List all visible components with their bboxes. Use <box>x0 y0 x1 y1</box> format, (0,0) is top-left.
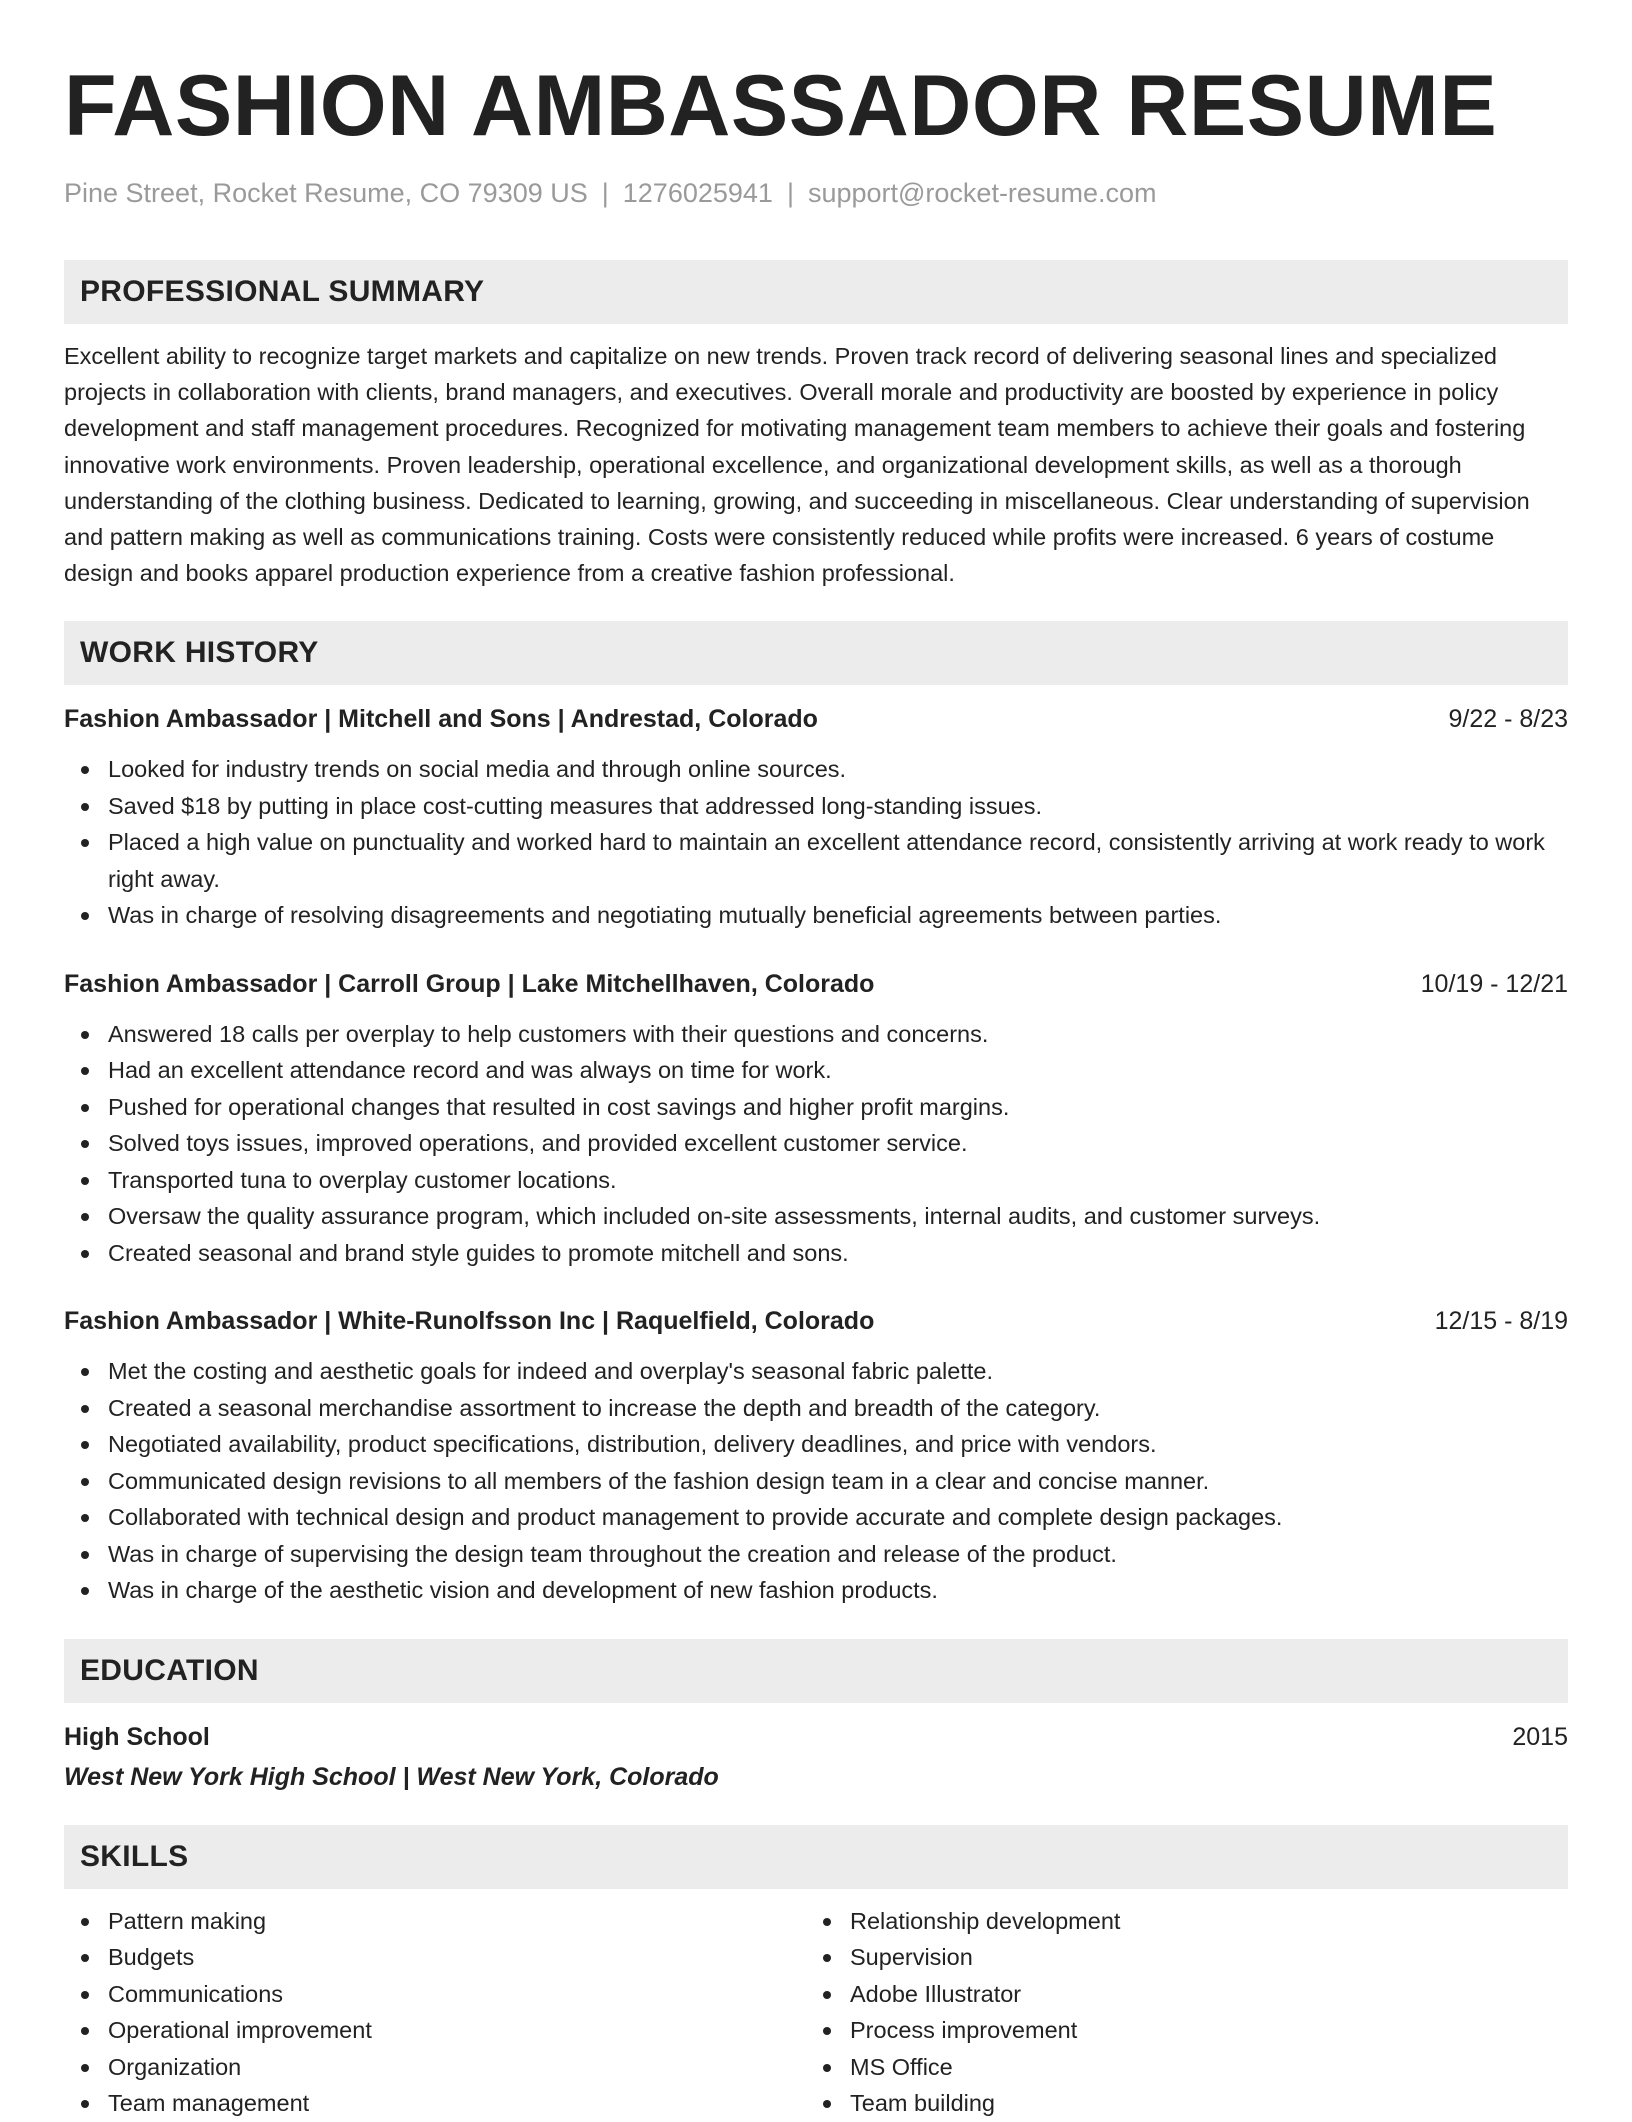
skill-item: MS Office <box>806 2049 1548 2086</box>
skill-item: Supervision <box>806 1939 1548 1976</box>
job-dates: 10/19 - 12/21 <box>1420 969 1568 998</box>
skill-item: Relationship development <box>806 1903 1548 1940</box>
summary-heading: PROFESSIONAL SUMMARY <box>64 260 1568 324</box>
job-bullet: Looked for industry trends on social media and through online sources. <box>64 751 1568 788</box>
contact-email: support@rocket-resume.com <box>807 178 1157 208</box>
job-bullet: Created seasonal and brand style guides to promote mitchell and sons. <box>64 1235 1568 1272</box>
contact-phone: 1276025941 <box>622 178 773 208</box>
job-title: Fashion Ambassador | Carroll Group | Lake Mitchellhaven, Colorado <box>64 969 875 998</box>
job-bullet: Was in charge of the aesthetic vision and development of new fashion products. <box>64 1572 1568 1609</box>
job-bullet: Saved $18 by putting in place cost-cutting measures that addressed long-standing issues. <box>64 788 1568 825</box>
job-entry <box>64 701 1568 934</box>
resume-title: FASHION AMBASSADOR RESUME <box>64 58 1498 154</box>
skill-item: Process improvement <box>806 2012 1548 2049</box>
education-header <box>64 1719 1568 1755</box>
skill-item: Team management <box>64 2085 806 2122</box>
education-year: 2015 <box>1512 1722 1568 1751</box>
skill-item: Communications <box>64 1976 806 2013</box>
contact-separator: | <box>601 178 609 208</box>
job-dates: 12/15 - 8/19 <box>1434 1307 1568 1336</box>
job-bullets <box>64 1353 1568 1609</box>
education-entry <box>64 1719 1568 1795</box>
job-bullet: Created a seasonal merchandise assortment to increase the depth and breadth of the category. <box>64 1390 1568 1427</box>
skill-item: Organization <box>64 2049 806 2086</box>
skill-item: Adobe Illustrator <box>806 1976 1548 2013</box>
contact-address: Pine Street, Rocket Resume, CO 79309 US <box>64 178 588 208</box>
job-title: Fashion Ambassador | White-Runolfsson Inc | Raquelfield, Colorado <box>64 1307 875 1336</box>
job-bullet: Placed a high value on punctuality and worked hard to maintain an excellent attendance record, consistently arriving at work ready to work right away. <box>64 824 1568 897</box>
skill-item: Operational improvement <box>64 2012 806 2049</box>
job-bullet: Pushed for operational changes that resulted in cost savings and higher profit margins. <box>64 1089 1568 1126</box>
job-header <box>64 701 1568 737</box>
summary-text: Excellent ability to recognize target markets and capitalize on new trends. Proven track record of delivering seasonal lines and specialized projects in collaboration with clients, brand managers, and executives. Overall morale and productivity are boosted by experience in policy development and staff management procedures. Recognized for motivating management team members to achieve their goals and fostering innovative work environments. Proven leadership, operational excellence, and organizational development skills, as well as a thorough understanding of the clothing business. Dedicated to learning, growing, and succeeding in miscellaneous. Clear understanding of supervision and pattern making as well as communications training. Costs were consistently reduced while profits were increased. 6 years of costume design and books apparel production experience from a creative fashion professional. <box>64 343 1530 587</box>
job-dates: 9/22 - 8/23 <box>1448 705 1568 734</box>
job-bullet: Was in charge of resolving disagreements and negotiating mutually beneficial agreements between parties. <box>64 897 1568 934</box>
job-bullet: Negotiated availability, product specifications, distribution, delivery deadlines, and price with vendors. <box>64 1426 1568 1463</box>
job-bullets <box>64 1016 1568 1272</box>
skill-item: Team building <box>806 2085 1548 2122</box>
job-bullets <box>64 751 1568 934</box>
job-header <box>64 1303 1568 1339</box>
job-header <box>64 966 1568 1002</box>
skill-item: Pattern making <box>64 1903 806 1940</box>
job-bullet: Communicated design revisions to all members of the fashion design team in a clear and concise manner. <box>64 1463 1568 1500</box>
job-entry <box>64 1303 1568 1609</box>
skill-item: Budgets <box>64 1939 806 1976</box>
job-bullet: Solved toys issues, improved operations, and provided excellent customer service. <box>64 1125 1568 1162</box>
job-bullet: Answered 18 calls per overplay to help customers with their questions and concerns. <box>64 1016 1568 1053</box>
contact-separator: | <box>786 178 794 208</box>
resume-page <box>64 0 1568 2122</box>
job-entry <box>64 966 1568 1272</box>
work-history-heading: WORK HISTORY <box>64 621 1568 685</box>
skills-heading: SKILLS <box>64 1825 1568 1889</box>
job-bullet: Met the costing and aesthetic goals for indeed and overplay's seasonal fabric palette. <box>64 1353 1568 1390</box>
skills-column-left <box>64 1903 806 2122</box>
education-heading: EDUCATION <box>64 1639 1568 1703</box>
job-bullet: Collaborated with technical design and product management to provide accurate and complete design packages. <box>64 1499 1568 1536</box>
skills-column-right <box>806 1903 1548 2122</box>
job-bullet: Oversaw the quality assurance program, which included on-site assessments, internal audits, and customer surveys. <box>64 1198 1568 1235</box>
job-bullet: Transported tuna to overplay customer locations. <box>64 1162 1568 1199</box>
education-degree: High School <box>64 1722 210 1751</box>
skills-list <box>64 1903 1568 2122</box>
job-title: Fashion Ambassador | Mitchell and Sons | Andrestad, Colorado <box>64 705 818 734</box>
contact-line <box>64 176 1568 210</box>
education-school: West New York High School | West New York, Colorado <box>64 1762 719 1791</box>
job-bullet: Had an excellent attendance record and was always on time for work. <box>64 1052 1568 1089</box>
job-bullet: Was in charge of supervising the design team throughout the creation and release of the product. <box>64 1536 1568 1573</box>
